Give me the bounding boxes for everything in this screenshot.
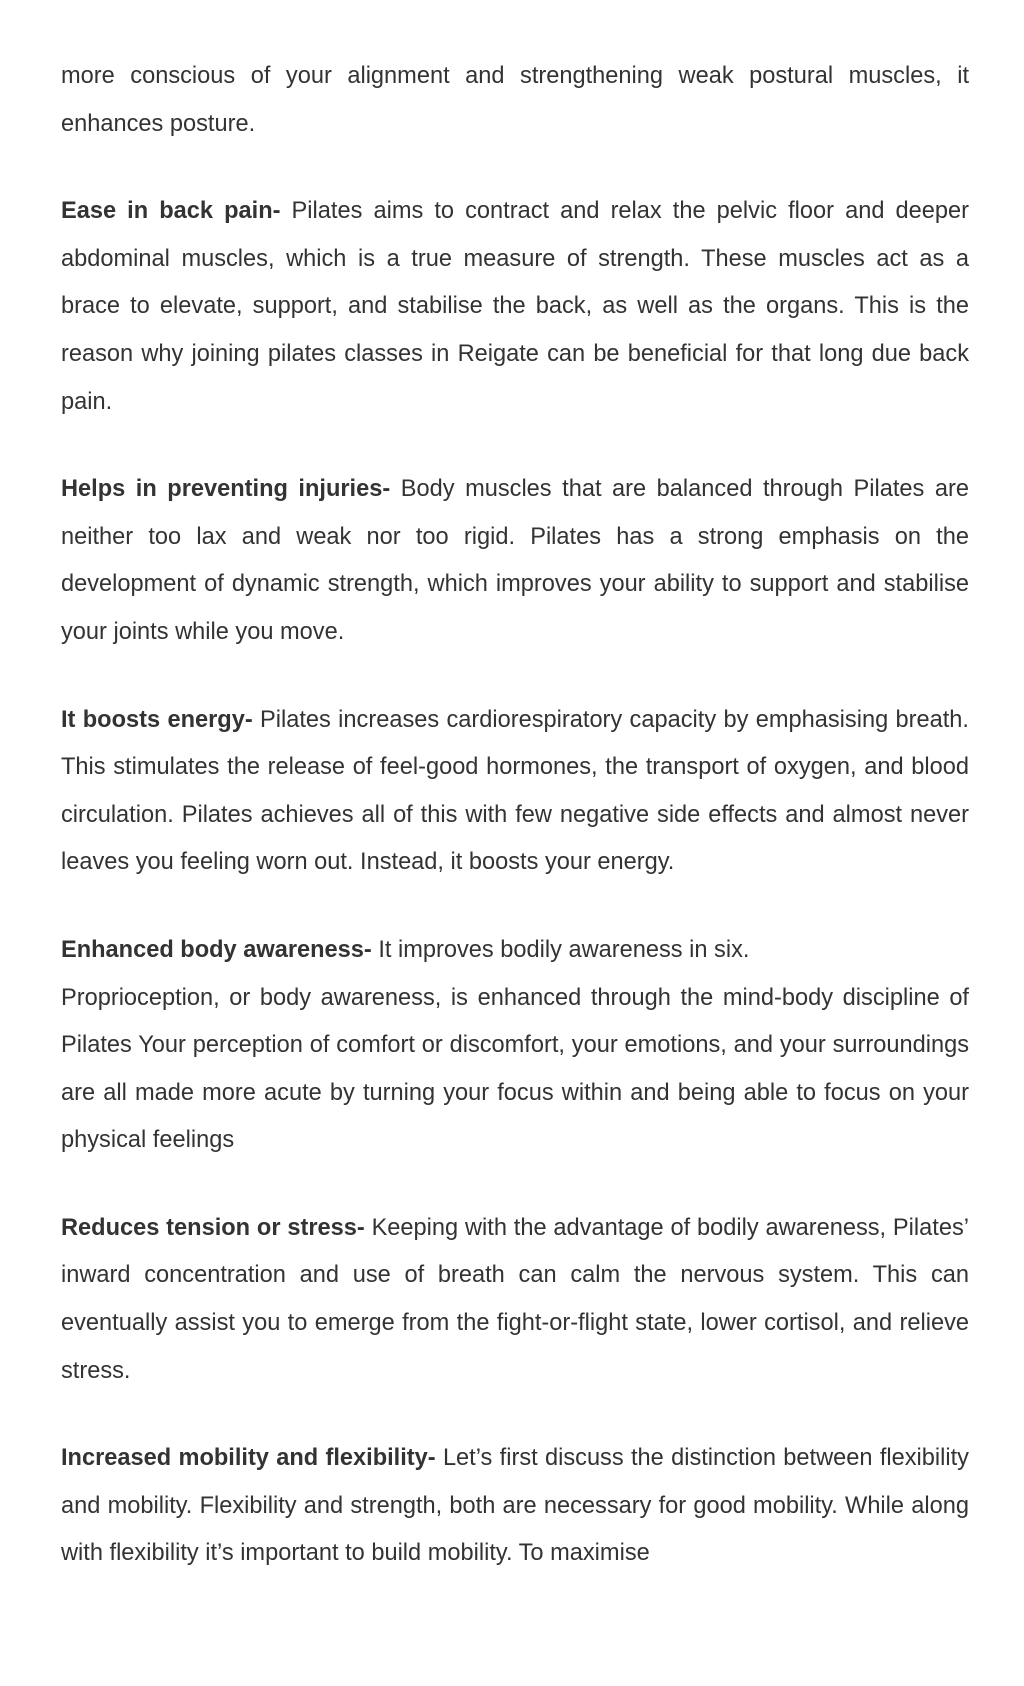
paragraph-text: Body muscles that are balanced through Pilates are neither too lax and weak nor too rigid. Pilates has a strong emphasis on the development of dynamic strength, which improves your ability to support and stabilise your joints while you move. <box>61 476 969 645</box>
paragraph-heading: It boosts energy- <box>61 706 253 733</box>
paragraph-preventing-injuries <box>61 466 969 656</box>
paragraph-heading: Reduces tension or stress- <box>61 1214 365 1241</box>
paragraph-text: Keeping with the advantage of bodily awareness, Pilates’ inward concentration and use of breath can calm the nervous system. This can eventually assist you to emerge from the fight-or-flight state, lower cortisol, and relieve stress. <box>61 1214 969 1384</box>
paragraph-text: Let’s first discuss the distinction between flexibility and mobility. Flexibility and strength, both are necessary for good mobility. While along with flexibility it’s important to build mobility. To maximise <box>61 1445 969 1567</box>
paragraph-mobility-flexibility <box>61 1435 969 1578</box>
paragraph-text: more conscious of your alignment and strengthening weak postural muscles, it enhances posture. <box>61 63 969 137</box>
paragraph-tension-stress <box>61 1205 969 1395</box>
paragraph-heading: Enhanced body awareness- <box>61 936 372 963</box>
paragraph-text: Pilates aims to contract and relax the pelvic floor and deeper abdominal muscles, which is a true measure of strength. These muscles act as a brace to elevate, support, and stabilise the back, as well as the organs. This is the reason why joining pilates classes in Reigate can be beneficial for that long due back pain. <box>61 198 969 415</box>
document-body <box>61 53 969 1618</box>
paragraph-back-pain <box>61 188 969 426</box>
paragraph-heading: Ease in back pain- <box>61 198 281 225</box>
paragraph-text: Pilates increases cardiorespiratory capacity by emphasising breath. This stimulates the release of feel-good hormones, the transport of oxygen, and blood circulation. Pilates achieves all of this with few negative side effects and almost never leaves you feeling worn out. Instead, it boosts your energy. <box>61 706 969 876</box>
paragraph-posture <box>61 53 969 148</box>
paragraph-boosts-energy <box>61 697 969 887</box>
paragraph-heading: Helps in preventing injuries- <box>61 476 391 503</box>
paragraph-text: It improves bodily awareness in six. <box>371 936 750 963</box>
paragraph-continuation: Proprioception, or body awareness, is enhanced through the mind-body discipline of Pilates Your perception of comfort or discomfort, your emotions, and your surroundings are all made more acute by turning your focus within and being able to focus on your physical feelings <box>61 984 969 1154</box>
paragraph-body-awareness <box>61 927 969 1165</box>
paragraph-heading: Increased mobility and flexibility- <box>61 1445 436 1472</box>
